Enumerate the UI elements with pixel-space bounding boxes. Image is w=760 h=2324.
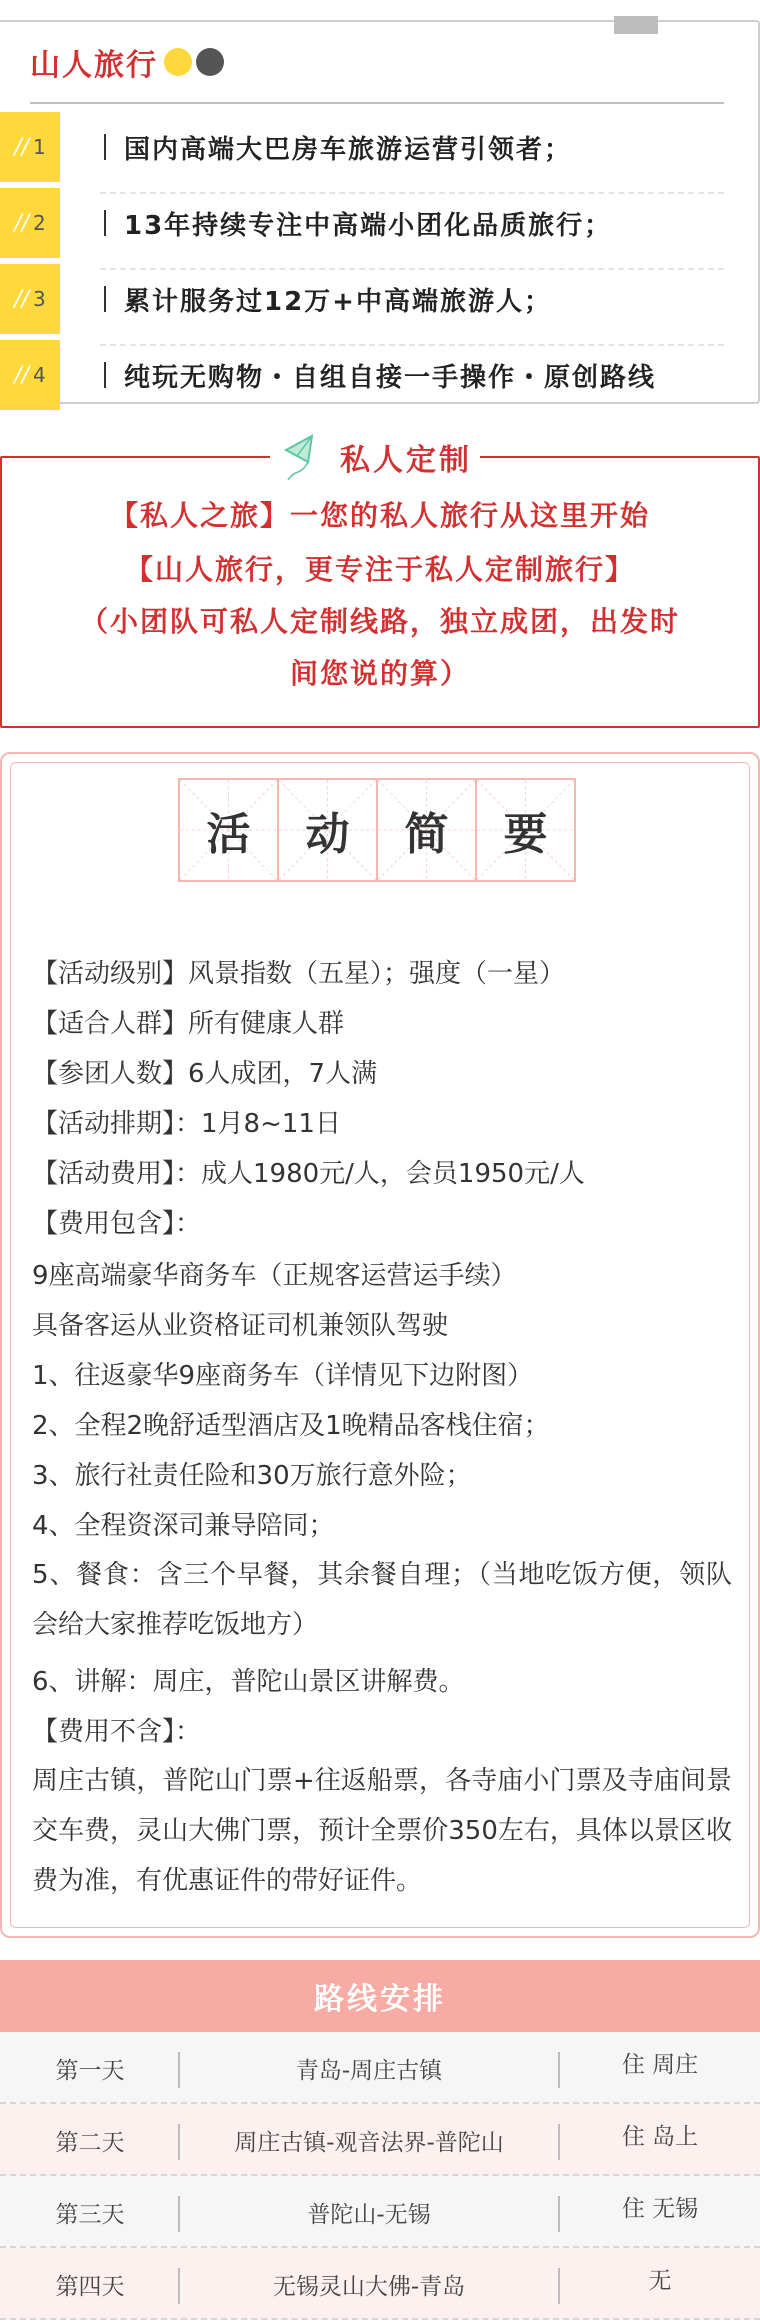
summary-line: 6、讲解：周庄，普陀山景区讲解费。 xyxy=(32,1667,465,1697)
yellow-dot-icon xyxy=(164,48,192,76)
point-text: 累计服务过12万+中高端旅游人； xyxy=(104,264,552,334)
custom-tour-line: 间您说的算） xyxy=(289,657,470,690)
route-stay: 住 无锡 xyxy=(621,2195,699,2222)
summary-line: 【费用包含】： xyxy=(32,1209,202,1239)
brand-title: 山人旅行 xyxy=(30,48,158,83)
summary-line: 1、往返豪华9座商务车（详情见下边附图） xyxy=(32,1361,534,1391)
feature-point xyxy=(0,188,760,258)
summary-line: 3、旅行社责任险和30万旅行意外险； xyxy=(32,1461,472,1491)
meals-paragraph: 5、餐食：含三个早餐，其余餐自理；（当地吃饭方便，领队会给大家推荐吃饭地方） xyxy=(32,1560,732,1640)
brand-row xyxy=(30,40,224,84)
feature-point xyxy=(0,340,760,410)
dark-dot-icon xyxy=(196,48,224,76)
point-text: 13年持续专注中高端小团化品质旅行； xyxy=(104,188,612,258)
route-day: 第三天 xyxy=(55,2201,125,2228)
column-divider xyxy=(178,2124,180,2160)
point-number-badge: // 2 xyxy=(0,188,60,258)
divider xyxy=(30,102,724,104)
route-row xyxy=(0,2248,760,2320)
custom-tour-title: 私人定制 xyxy=(340,443,472,478)
summary-line: 2、全程2晚舒适型酒店及1晚精品客栈住宿； xyxy=(32,1411,550,1441)
custom-tour-line: （小团队可私人定制线路，独立成团，出发时 xyxy=(79,605,680,638)
custom-tour-heading xyxy=(270,432,480,482)
route-day: 第一天 xyxy=(55,2057,125,2084)
title-grid-cell xyxy=(277,778,378,882)
summary-line: 9座高端豪华商务车（正规客运营运手续） xyxy=(32,1261,517,1291)
route-stay: 无 xyxy=(648,2267,672,2294)
excluded-paragraph: 周庄古镇，普陀山门票+往返船票，各寺庙小门票及寺庙间景交车费，灵山大佛门票，预计全票价350左右，具体以景区收费为准，有优惠证件的带好证件。 xyxy=(32,1766,732,1896)
point-number-badge: // 4 xyxy=(0,340,60,410)
route-day: 第二天 xyxy=(55,2129,125,2156)
summary-line: 具备客运从业资格证司机兼领队驾驶 xyxy=(32,1311,449,1341)
route-trip: 普陀山-无锡 xyxy=(307,2201,431,2228)
summary-frame-inner xyxy=(10,762,750,1928)
point-text: 纯玩无购物・自组自接一手操作・原创路线 xyxy=(104,340,656,410)
route-stay: 住 岛上 xyxy=(621,2123,699,2150)
column-divider xyxy=(178,2268,180,2304)
title-grid-cell xyxy=(178,778,279,882)
summary-title-grid xyxy=(178,778,582,882)
card-tab-decoration xyxy=(614,16,658,34)
title-char: 要 xyxy=(503,809,548,860)
route-trip: 无锡灵山大佛-青岛 xyxy=(272,2273,466,2300)
summary-line: 4、全程资深司兼导陪同； xyxy=(32,1511,335,1541)
point-number-badge: // 1 xyxy=(0,112,60,182)
route-row xyxy=(0,2176,760,2248)
summary-line: 【活动费用】：成人1980元/人，会员1950元/人 xyxy=(32,1159,585,1189)
column-divider xyxy=(178,2052,180,2088)
route-day: 第四天 xyxy=(55,2273,125,2300)
feature-point xyxy=(0,264,760,334)
excluded-label: 【费用不含】： xyxy=(32,1717,202,1747)
title-grid-cell xyxy=(376,778,477,882)
title-char: 简 xyxy=(404,809,449,860)
route-trip: 周庄古镇-观音法界-普陀山 xyxy=(234,2129,504,2156)
summary-line: 【活动级别】风景指数（五星）；强度（一星） xyxy=(32,959,566,989)
point-text: 国内高端大巴房车旅游运营引领者； xyxy=(104,112,572,182)
title-char: 活 xyxy=(206,809,251,860)
title-char: 动 xyxy=(305,809,350,860)
title-grid-cell xyxy=(475,778,576,882)
summary-line: 【参团人数】6人成团，7人满 xyxy=(32,1059,378,1089)
kite-icon xyxy=(278,432,328,482)
route-row xyxy=(0,2032,760,2104)
point-number-badge: // 3 xyxy=(0,264,60,334)
custom-tour-line: 【私人之旅】一您的私人旅行从这里开始 xyxy=(109,499,650,532)
route-trip: 青岛-周庄古镇 xyxy=(295,2057,443,2084)
summary-line: 【适合人群】所有健康人群 xyxy=(32,1009,345,1039)
route-stay: 住 周庄 xyxy=(621,2051,699,2078)
custom-tour-line: 【山人旅行，更专注于私人定制旅行】 xyxy=(124,553,635,586)
column-divider xyxy=(178,2196,180,2232)
summary-line: 【活动排期】：1月8~11日 xyxy=(32,1109,341,1139)
route-header: 路线安排 xyxy=(0,1960,760,2032)
intro-card xyxy=(0,20,760,404)
route-row xyxy=(0,2104,760,2176)
feature-point xyxy=(0,112,760,182)
